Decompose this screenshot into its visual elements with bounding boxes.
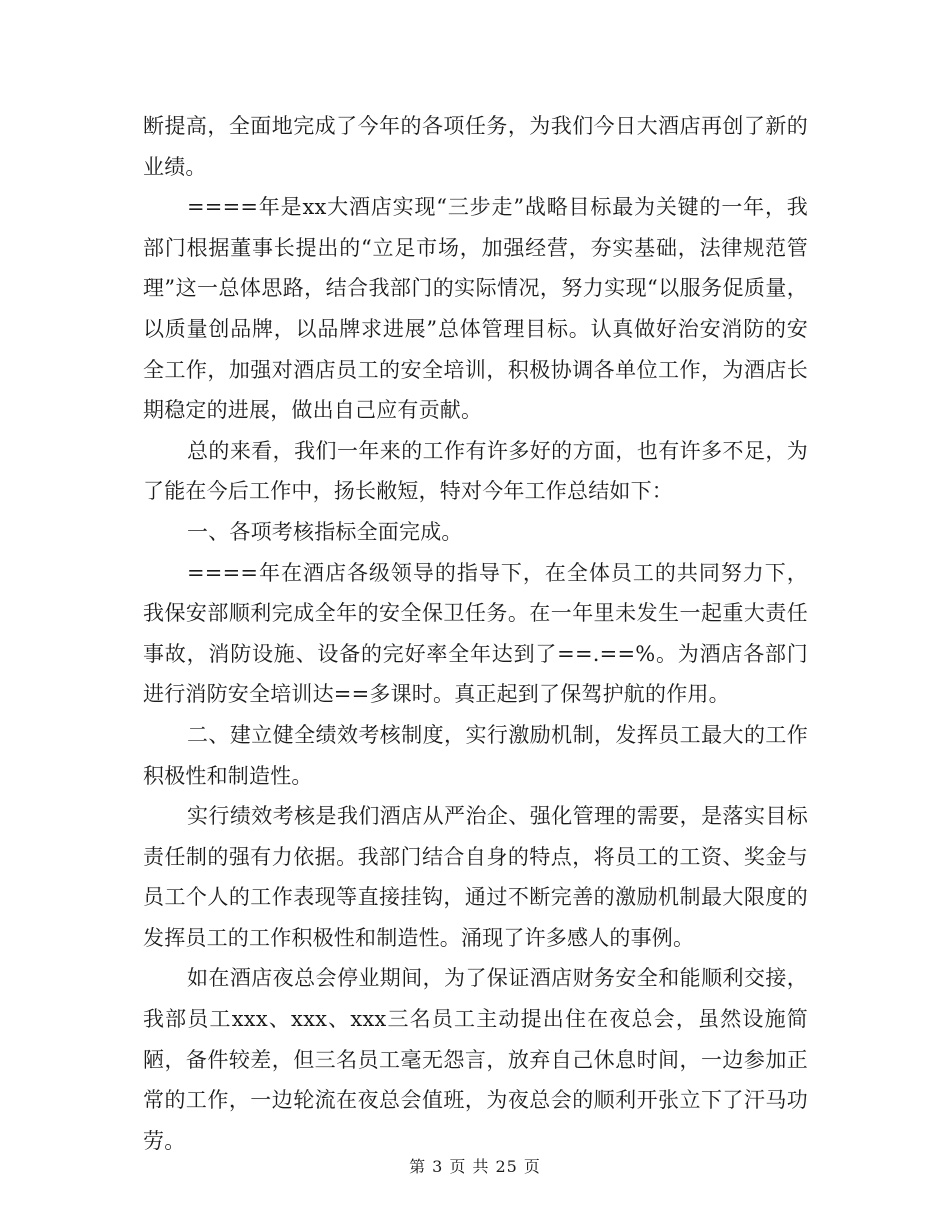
footer-prefix: 第 — [409, 1157, 427, 1176]
document-body — [143, 106, 808, 1161]
footer-total-pages: 25 — [495, 1157, 518, 1176]
footer-suffix: 页 — [523, 1157, 541, 1176]
footer-middle: 页 共 — [449, 1157, 490, 1176]
page-footer — [0, 1156, 950, 1178]
paragraph-2: ====年是xx大酒店实现“三步走”战略目标最为关键的一年，我部门根据董事长提出的“立足市场，加强经营，夯实基础，法律规范管理”这一总体思路，结合我部门的实际情况，努力实现“以服务促质量，以质量创品牌，以品牌求进展”总体管理目标。认真做好治安消防的安全工作，加强对酒店员工的安全培训，积极协调各单位工作，为酒店长期稳定的进展，做出自己应有贡献。 — [143, 195, 808, 423]
paragraph-4: ====年在酒店各级领导的指导下，在全体员工的共同努力下，我保安部顺利完成全年的安全保卫任务。在一年里未发生一起重大责任事故，消防设施、设备的完好率全年达到了==.==%。为酒店各部门进行消防安全培训达==多课时。真正起到了保驾护航的作用。 — [143, 560, 808, 707]
paragraph-3: 总的来看，我们一年来的工作有许多好的方面，也有许多不足，为了能在今后工作中，扬长敝短，特对今年工作总结如下： — [143, 438, 808, 504]
footer-page-number: 3 — [432, 1157, 444, 1176]
section-heading-1: 一、各项考核指标全面完成。 — [187, 519, 463, 544]
paragraph-1: 断提高，全面地完成了今年的各项任务，为我们今日大酒店再创了新的业绩。 — [143, 114, 808, 179]
section-heading-2: 二、建立健全绩效考核制度，实行激励机制，发挥员工最大的工作积极性和制造性。 — [143, 722, 808, 788]
paragraph-5: 实行绩效考核是我们酒店从严治企、强化管理的需要，是落实目标责任制的强有力依据。我部门结合自身的特点，将员工的工资、奖金与员工个人的工作表现等直接挂钩，通过不断完善的激励机制最大限度的发挥员工的工作积极性和制造性。涌现了许多感人的事例。 — [143, 804, 808, 950]
paragraph-6: 如在酒店夜总会停业期间，为了保证酒店财务安全和能顺利交接，我部员工xxx、xxx、xxx三名员工主动提出住在夜总会，虽然设施简陋，备件较差，但三名员工毫无怨言，放弃自己休息时间，一边参加正常的工作，一边轮流在夜总会值班，为夜总会的顺利开张立下了汗马功劳。 — [143, 966, 808, 1153]
